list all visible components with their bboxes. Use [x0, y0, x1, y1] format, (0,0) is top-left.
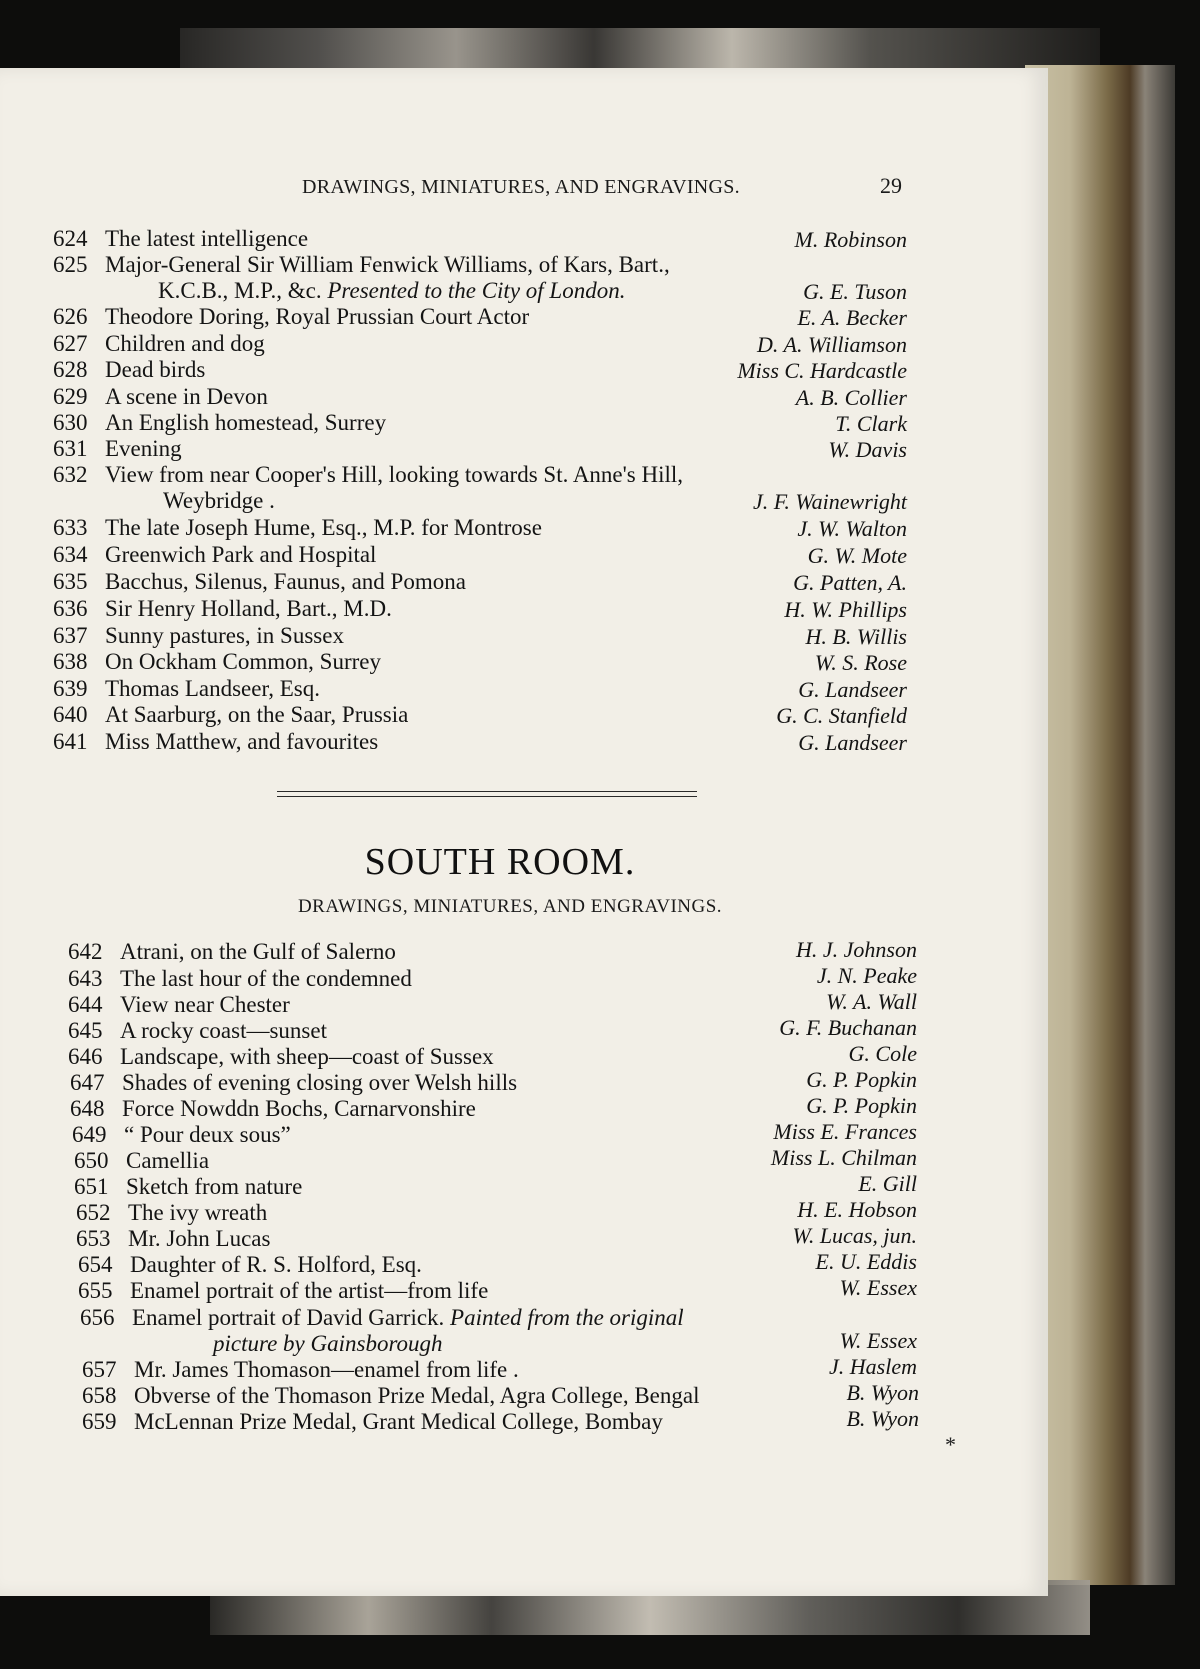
catalogue-entry: 633 The late Joseph Hume, Esq., M.P. for Montrose [53, 515, 542, 540]
catalogue-entry: 643 The last hour of the condemned [68, 966, 412, 991]
catalogue-entry: 647 Shades of evening closing over Welsh hills [70, 1070, 518, 1095]
catalogue-entry: 640 At Saarburg, on the Saar, Prussia [53, 702, 409, 727]
catalogue-entry: 632 View from near Cooper's Hill, looking towards St. Anne's Hill, [53, 462, 684, 487]
catalogue-entry: 659 McLennan Prize Medal, Grant Medical College, Bombay [82, 1409, 663, 1434]
artist-name: H. E. Hobson [797, 1197, 917, 1222]
catalogue-entry: 626 Theodore Doring, Royal Prussian Court Actor [53, 304, 530, 329]
catalogue-entry: 624 The latest intelligence [53, 226, 309, 251]
artist-name: D. A. Williamson [757, 332, 907, 357]
artist-name: B. Wyon [846, 1380, 919, 1405]
artist-name: W. S. Rose [814, 650, 907, 675]
artist-name: W. A. Wall [826, 989, 917, 1014]
artist-name: G. P. Popkin [806, 1093, 917, 1118]
catalogue-entry: 638 On Ockham Common, Surrey [53, 649, 381, 674]
catalogue-entry: 645 A rocky coast—sunset [68, 1018, 327, 1043]
catalogue-entry: 644 View near Chester [68, 992, 290, 1017]
catalogue-entry: 646 Landscape, with sheep—coast of Sussex [68, 1044, 494, 1069]
artist-name: T. Clark [835, 411, 907, 436]
catalogue-entry-continuation: K.C.B., M.P., &c. Presented to the City of London. [158, 278, 626, 303]
artist-name: J. Haslem [829, 1354, 917, 1379]
artist-name: W. Davis [828, 437, 907, 462]
artist-name: E. A. Becker [797, 305, 907, 330]
catalogue-entry: 657 Mr. James Thomason—enamel from life . [82, 1357, 519, 1382]
artist-name: G. W. Mote [807, 543, 907, 568]
artist-name: W. Essex [839, 1328, 917, 1353]
artist-name: G. P. Popkin [806, 1067, 917, 1092]
catalogue-entry: 637 Sunny pastures, in Sussex [53, 623, 344, 648]
artist-name: Miss C. Hardcastle [737, 358, 907, 383]
asterisk-mark: * [945, 1432, 956, 1457]
artist-name: H. W. Phillips [784, 597, 907, 622]
artist-name: G. E. Tuson [803, 279, 907, 304]
catalogue-entry: 627 Children and dog [53, 331, 265, 356]
artist-name: M. Robinson [794, 227, 907, 252]
catalogue-entry: 653 Mr. John Lucas [76, 1226, 271, 1251]
artist-name: G. F. Buchanan [779, 1015, 917, 1040]
artist-name: Miss L. Chilman [770, 1145, 917, 1170]
catalogue-entry: 639 Thomas Landseer, Esq. [53, 676, 320, 701]
catalogue-entry: 629 A scene in Devon [53, 384, 268, 409]
artist-name: G. Patten, A. [793, 570, 907, 595]
catalogue-entry: 654 Daughter of R. S. Holford, Esq. [78, 1252, 422, 1277]
artist-name: H. J. Johnson [796, 937, 917, 962]
running-head: DRAWINGS, MINIATURES, AND ENGRAVINGS. [301, 176, 740, 198]
section-divider [277, 791, 697, 792]
catalogue-entry: 628 Dead birds [53, 357, 206, 382]
artist-name: H. B. Willis [805, 624, 907, 649]
artist-name: E. Gill [858, 1171, 917, 1196]
artist-name: J. N. Peake [816, 963, 917, 988]
artist-name: W. Essex [839, 1275, 917, 1300]
artist-name: G. Landseer [798, 730, 907, 755]
section-divider [277, 796, 697, 797]
catalogue-entry: 634 Greenwich Park and Hospital [53, 542, 377, 567]
artist-name: Miss E. Frances [773, 1119, 917, 1144]
artist-name: G. Landseer [798, 677, 907, 702]
catalogue-entry: 651 Sketch from nature [74, 1174, 303, 1199]
catalogue-entry: 636 Sir Henry Holland, Bart., M.D. [53, 596, 392, 621]
catalogue-entry: 650 Camellia [74, 1148, 210, 1173]
catalogue-entry: 649 “ Pour deux sous” [72, 1122, 291, 1147]
catalogue-entry-continuation: Weybridge . [163, 488, 275, 513]
catalogue-entry: 642 Atrani, on the Gulf of Salerno [68, 939, 396, 964]
page-number: 29 [880, 173, 902, 198]
artist-name: G. Cole [848, 1041, 917, 1066]
artist-name: J. W. Walton [797, 516, 907, 541]
catalogue-entry-continuation: picture by Gainsborough [213, 1331, 443, 1356]
artist-name: J. F. Wainewright [752, 489, 907, 514]
artist-name: E. U. Eddis [815, 1249, 917, 1274]
section-subtitle: DRAWINGS, MINIATURES, AND ENGRAVINGS. [297, 896, 723, 917]
section-title: SOUTH ROOM. [364, 841, 636, 883]
catalogue-entry: 630 An English homestead, Surrey [53, 410, 387, 435]
catalogue-entry: 631 Evening [53, 436, 182, 461]
catalogue-entry: 641 Miss Matthew, and favourites [53, 729, 379, 754]
catalogue-entry: 655 Enamel portrait of the artist—from life [78, 1278, 489, 1303]
catalogue-entry: 648 Force Nowddn Bochs, Carnarvonshire [70, 1096, 476, 1121]
catalogue-entry: 652 The ivy wreath [76, 1200, 268, 1225]
catalogue-entry: 625 Major-General Sir William Fenwick Williams, of Kars, Bart., [53, 252, 670, 277]
artist-name: A. B. Collier [795, 385, 907, 410]
artist-name: W. Lucas, jun. [792, 1223, 917, 1248]
catalogue-entry: 658 Obverse of the Thomason Prize Medal, Agra College, Bengal [82, 1383, 700, 1408]
catalogue-entry: 635 Bacchus, Silenus, Faunus, and Pomona [53, 569, 466, 594]
artist-name: B. Wyon [846, 1406, 919, 1431]
catalogue-entry: 656 Enamel portrait of David Garrick. Painted from the original [80, 1305, 684, 1330]
artist-name: G. C. Stanfield [776, 703, 907, 728]
